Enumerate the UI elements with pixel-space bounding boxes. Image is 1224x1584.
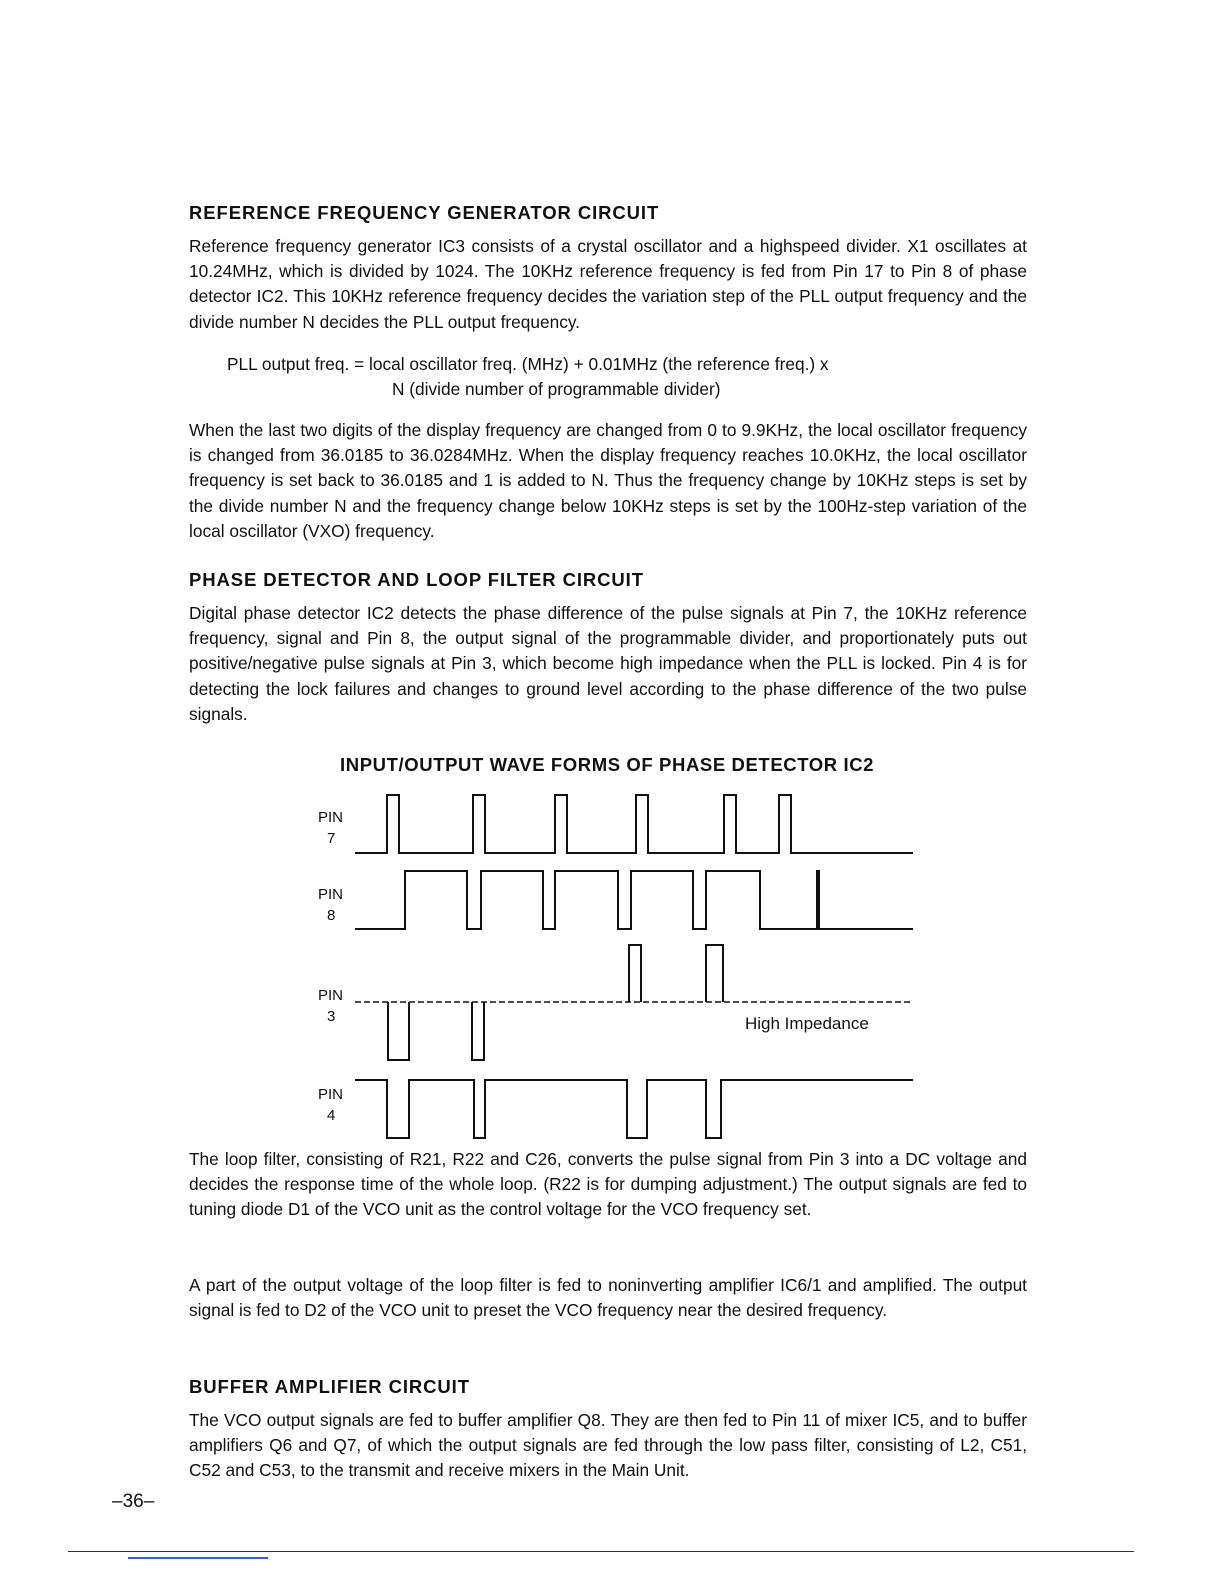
pin3-negative-pulse-1 bbox=[388, 1002, 409, 1060]
section-reference bbox=[189, 202, 1027, 335]
pin4-waveform bbox=[355, 1080, 913, 1138]
pin7-number: 7 bbox=[327, 830, 336, 847]
section-buffer bbox=[189, 1376, 1027, 1484]
pin3-negative-pulse-2 bbox=[472, 1002, 484, 1060]
bottom-accent-rule bbox=[128, 1557, 268, 1559]
pin3-positive-pulse-1 bbox=[629, 945, 641, 1002]
formula-line-1: PLL output freq. = local oscillator freq. (MHz) + 0.01MHz (the reference freq.) x bbox=[227, 354, 829, 374]
paragraph-phase-detector: Digital phase detector IC2 detects the phase difference of the pulse signals at Pin 7, the 10KHz reference frequency, signal and Pin 8, the output signal of the programmable divider, and proportionately puts out positive/negative pulse signals at Pin 3, which become high impedance when the PLL is locked. Pin 4 is for detecting the lock failures and changes to ground level according to the phase difference of the two pulse signals. bbox=[189, 603, 1027, 724]
bottom-rule bbox=[68, 1551, 1134, 1552]
heading-phase-detector: PHASE DETECTOR AND LOOP FILTER CIRCUIT bbox=[189, 569, 644, 590]
pin3-number: 3 bbox=[327, 1008, 336, 1025]
pin3-label: PIN bbox=[318, 987, 344, 1004]
section-loop-filter-amp bbox=[189, 1273, 1027, 1323]
pin7-waveform bbox=[355, 795, 913, 853]
section-reference-cont bbox=[189, 418, 1027, 544]
heading-buffer-amplifier: BUFFER AMPLIFIER CIRCUIT bbox=[189, 1376, 470, 1397]
pin8-waveform bbox=[355, 871, 913, 929]
waveform-diagram bbox=[300, 780, 920, 1145]
page-number: –36– bbox=[112, 1491, 155, 1512]
pin4-label: PIN bbox=[318, 1086, 344, 1103]
high-impedance-label: High Impedance bbox=[745, 1014, 869, 1033]
paragraph-loop-filter: The loop filter, consisting of R21, R22 and C26, converts the pulse signal from Pin 3 into a DC voltage and decides the response time of the whole loop. (R22 is for dumping adjustment.) The output signals are fed to tuning diode D1 of the VCO unit as the control voltage for the VCO frequency set. bbox=[189, 1149, 1027, 1220]
pin4-number: 4 bbox=[327, 1107, 336, 1124]
heading-reference-frequency: REFERENCE FREQUENCY GENERATOR CIRCUIT bbox=[189, 202, 660, 223]
section-phase-detector bbox=[189, 569, 1027, 727]
section-loop-filter bbox=[189, 1147, 1027, 1223]
paragraph-buffer: The VCO output signals are fed to buffer amplifier Q8. They are then fed to Pin 11 of mixer IC5, and to buffer amplifiers Q6 and Q7, of which the output signals are fed through the low pass filter, consisting of L2, C51, C52 and C53, to the transmit and receive mixers in the Main Unit. bbox=[189, 1410, 1027, 1481]
paragraph-reference-2: When the last two digits of the display frequency are changed from 0 to 9.9KHz, the local oscillator frequency is changed from 36.0185 to 36.0284MHz. When the display frequency reaches 10.0KHz, the local oscillator frequency is set back to 36.0185 and 1 is added to N. Thus the frequency change by 10KHz steps is set by the divide number N and the frequency change below 10KHz steps is set by the 100Hz-step variation of the local oscillator (VXO) frequency. bbox=[189, 420, 1027, 541]
paragraph-reference-1: Reference frequency generator IC3 consists of a crystal oscillator and a highspeed divider. X1 oscillates at 10.24MHz, which is divided by 1024. The 10KHz reference frequency is fed from Pin 17 to Pin 8 of phase detector IC2. This 10KHz reference frequency decides the variation step of the PLL output frequency and the divide number N decides the PLL output frequency. bbox=[189, 236, 1027, 332]
pin8-number: 8 bbox=[327, 907, 336, 924]
waveform-title: INPUT/OUTPUT WAVE FORMS OF PHASE DETECTOR IC2 bbox=[340, 754, 875, 775]
formula-line-2: N (divide number of programmable divider) bbox=[392, 379, 721, 399]
paragraph-loop-filter-amp: A part of the output voltage of the loop filter is fed to noninverting amplifier IC6/1 and amplified. The output signal is fed to D2 of the VCO unit to preset the VCO frequency near the desired frequency. bbox=[189, 1275, 1027, 1321]
pin3-positive-pulse-2 bbox=[706, 945, 723, 1002]
pin8-label: PIN bbox=[318, 886, 344, 903]
pin7-label: PIN bbox=[318, 809, 344, 826]
